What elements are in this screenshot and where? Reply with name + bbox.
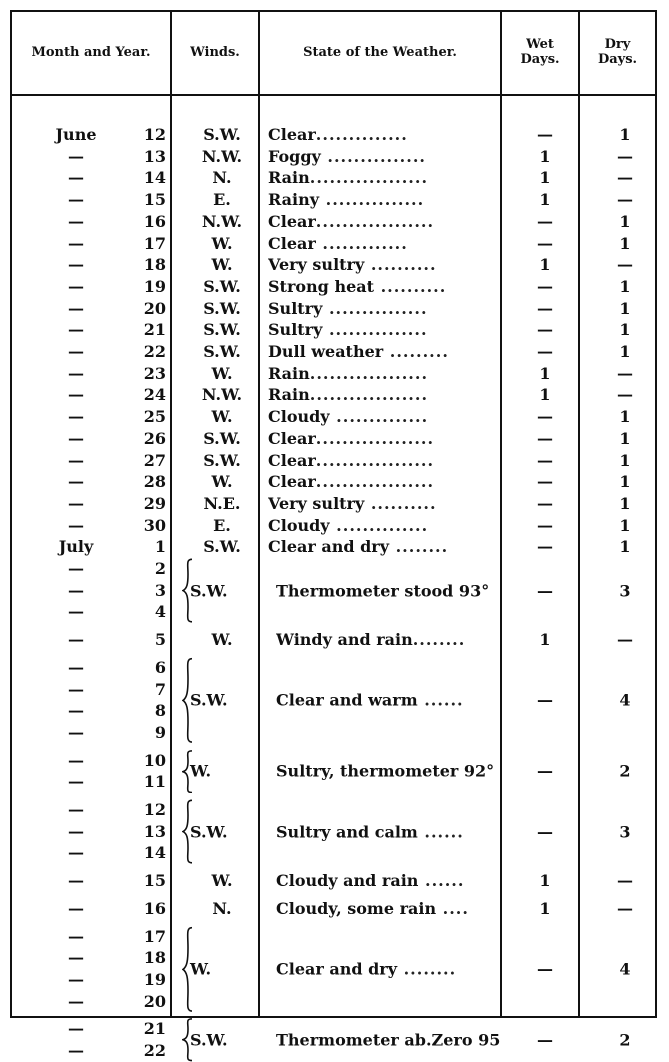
day-cell: 13 — [143, 821, 166, 841]
leader-dots: .... — [436, 898, 469, 918]
leader-dots: ............... — [322, 298, 428, 318]
month-cell: — — [68, 385, 84, 405]
leader-dots: ...... — [417, 690, 464, 710]
day-cell: 26 — [143, 428, 166, 448]
state-text: Thermometer stood 93° — [276, 581, 490, 601]
state-cell — [276, 959, 502, 978]
month-cell: — — [68, 871, 84, 891]
wet-days-cell: 1 — [539, 146, 551, 166]
header-state-label: State of the Weather. — [303, 44, 457, 60]
leader-dots: ...... — [418, 871, 465, 891]
month-cell: — — [68, 515, 84, 535]
dry-days-cell: 1 — [619, 472, 631, 492]
state-cell — [276, 762, 502, 781]
wet-days-cell: — — [537, 493, 553, 513]
leader-dots: ......... — [383, 342, 449, 361]
dry-days-cell: 1 — [619, 493, 631, 513]
state-text: Sultry, thermometer 92° — [276, 761, 495, 781]
leader-dots: .................. — [309, 168, 429, 188]
leader-dots: ............... — [319, 190, 425, 210]
dry-days-cell: — — [617, 146, 633, 166]
wet-days-cell: 1 — [539, 168, 551, 188]
day-cell: 12 — [143, 125, 166, 144]
wet-days-cell: — — [537, 320, 553, 340]
day-cell: 20 — [143, 991, 166, 1011]
table-row — [10, 406, 657, 428]
state-text: Rain — [268, 363, 310, 383]
month-cell: — — [68, 969, 84, 989]
leader-dots: ...... — [417, 822, 464, 842]
day-cell: 8 — [154, 701, 166, 721]
state-cell — [268, 428, 496, 450]
dry-days-cell: — — [617, 363, 633, 383]
state-text: Foggy — [268, 146, 321, 166]
day-cell: 4 — [154, 602, 166, 622]
wet-days-cell: — — [537, 211, 553, 231]
wet-days-cell: — — [537, 125, 553, 144]
wind-cell: W. — [211, 472, 233, 492]
wet-days-cell: 1 — [539, 898, 551, 918]
state-cell — [276, 1030, 502, 1049]
wet-days-cell: — — [537, 407, 553, 427]
month-cell: — — [68, 1041, 84, 1060]
wind-cell: W. — [190, 761, 212, 781]
state-text: Clear and warm — [276, 690, 418, 710]
day-cell: 17 — [143, 926, 166, 946]
month-cell: — — [68, 948, 84, 968]
state-text: Clear — [268, 450, 316, 470]
wind-cell: N.W. — [201, 211, 243, 231]
state-cell — [268, 363, 496, 385]
header-month-year-label: Month and Year. — [31, 44, 151, 60]
wet-days-cell: 1 — [539, 190, 551, 210]
leader-dots: ............... — [322, 320, 428, 340]
wind-cell: N.E. — [203, 493, 241, 513]
state-cell — [276, 581, 502, 600]
wet-days-cell: — — [537, 450, 553, 470]
leader-dots: .......... — [364, 255, 437, 275]
wet-days-cell: — — [537, 428, 553, 448]
dry-days-cell: 2 — [619, 1030, 631, 1050]
wet-days-cell: — — [537, 276, 553, 296]
wet-days-cell: — — [537, 1030, 553, 1050]
dry-days-cell: — — [617, 630, 633, 650]
wind-cell: N. — [212, 168, 232, 188]
day-cell: 12 — [143, 800, 166, 819]
table-row — [10, 211, 657, 233]
day-cell: 27 — [143, 450, 166, 470]
state-text: Sultry — [268, 320, 323, 340]
state-text: Cloudy and rain — [276, 871, 419, 891]
dry-days-cell: 1 — [619, 125, 631, 144]
wind-cell: N.W. — [201, 385, 243, 405]
month-cell: — — [68, 701, 84, 721]
leader-dots: .................. — [315, 472, 435, 492]
table-row — [10, 363, 657, 385]
day-cell: 25 — [143, 407, 166, 427]
month-cell: July — [58, 537, 94, 557]
wet-days-cell: — — [537, 298, 553, 318]
day-cell: 20 — [143, 298, 166, 318]
wet-days-cell: 1 — [539, 385, 551, 405]
wet-days-cell: — — [537, 581, 553, 601]
day-cell: 18 — [143, 255, 166, 275]
wet-days-cell: — — [537, 515, 553, 535]
wind-cell: S.W. — [203, 450, 241, 470]
month-cell: — — [68, 679, 84, 699]
table-row — [10, 428, 657, 450]
state-cell — [276, 822, 502, 841]
dry-days-cell: 1 — [619, 276, 631, 296]
month-cell: — — [68, 821, 84, 841]
month-cell: — — [68, 363, 84, 383]
wind-cell: W. — [211, 255, 233, 275]
day-cell: 14 — [143, 168, 166, 188]
state-text: Dull weather — [268, 342, 384, 361]
month-cell: — — [68, 450, 84, 470]
table-row — [10, 298, 657, 320]
wind-cell: E. — [213, 190, 231, 210]
dry-days-cell: 1 — [619, 233, 631, 253]
state-text: Strong heat — [268, 276, 375, 296]
month-cell: — — [68, 428, 84, 448]
day-cell: 15 — [143, 190, 166, 210]
day-cell: 7 — [154, 679, 166, 699]
month-cell: — — [68, 233, 84, 253]
wind-cell: W. — [211, 407, 233, 427]
state-cell — [268, 450, 496, 472]
table-row — [10, 629, 657, 651]
grouped-days-block — [10, 558, 657, 623]
wind-cell: S.W. — [203, 537, 241, 557]
wind-cell: S.W. — [190, 581, 228, 601]
leader-dots: .................. — [315, 211, 435, 231]
wet-days-cell: — — [537, 690, 553, 710]
state-cell — [268, 406, 496, 428]
leader-dots: .......... — [364, 493, 437, 513]
month-cell: — — [68, 580, 84, 600]
leader-dots: ........ — [389, 537, 449, 557]
table-row — [10, 189, 657, 211]
wind-cell: W. — [211, 363, 233, 383]
month-cell: — — [68, 190, 84, 210]
table-row — [10, 319, 657, 341]
wind-cell: S.W. — [203, 428, 241, 448]
month-cell: — — [68, 168, 84, 188]
day-cell: 30 — [143, 515, 166, 535]
state-cell — [276, 898, 504, 920]
state-cell — [268, 298, 496, 320]
dry-days-cell: — — [617, 871, 633, 891]
month-cell: — — [68, 1019, 84, 1039]
table-row — [10, 276, 657, 298]
wet-days-cell: 1 — [539, 255, 551, 275]
day-cell: 29 — [143, 493, 166, 513]
dry-days-cell: 3 — [619, 581, 631, 601]
month-cell: — — [68, 991, 84, 1011]
day-cell: 10 — [143, 750, 166, 770]
day-cell: 23 — [143, 363, 166, 383]
state-cell — [276, 691, 502, 710]
month-cell: — — [68, 657, 84, 677]
grouped-days-block — [10, 657, 657, 744]
header-dry-label-1: Dry — [604, 37, 631, 52]
day-cell: 22 — [143, 342, 166, 361]
leader-dots: ............... — [320, 146, 426, 166]
header-divider — [10, 94, 657, 96]
day-cell: 24 — [143, 385, 166, 405]
header-wet-label-2: Days. — [520, 52, 560, 67]
state-cell — [268, 384, 496, 406]
dry-days-cell: 1 — [619, 211, 631, 231]
wet-days-cell: 1 — [539, 871, 551, 891]
state-text: Cloudy, some rain — [276, 898, 437, 918]
day-cell: 16 — [143, 211, 166, 231]
state-cell — [268, 211, 496, 233]
leader-dots: .................. — [309, 385, 429, 405]
dry-days-cell: 4 — [619, 690, 631, 710]
table-row — [10, 515, 657, 537]
wind-cell: N.W. — [201, 146, 243, 166]
day-cell: 11 — [143, 772, 166, 792]
dry-days-cell: 3 — [619, 822, 631, 842]
dry-days-cell: 1 — [619, 515, 631, 535]
state-text: Rain — [268, 385, 310, 405]
dry-days-cell: — — [617, 385, 633, 405]
leader-dots: .............. — [329, 407, 429, 427]
month-cell: — — [68, 843, 84, 863]
month-cell: — — [68, 800, 84, 819]
wet-days-cell: — — [537, 822, 553, 842]
state-text: Windy and rain — [276, 630, 413, 650]
month-cell: — — [68, 602, 84, 622]
day-cell: 15 — [143, 871, 166, 891]
state-text: Very sultry — [268, 255, 365, 275]
month-cell: June — [55, 125, 97, 144]
header-dry-label-2: Days. — [597, 52, 638, 67]
day-cell: 3 — [154, 580, 166, 600]
table-row — [10, 471, 657, 493]
month-cell: — — [68, 342, 84, 361]
state-text: Sultry — [268, 298, 323, 318]
wind-cell: W. — [190, 959, 212, 979]
month-cell: — — [68, 146, 84, 166]
wind-cell: S.W. — [203, 342, 241, 361]
dry-days-cell: 1 — [619, 450, 631, 470]
state-text: Clear — [268, 125, 316, 144]
dry-days-cell: — — [617, 190, 633, 210]
dry-days-cell: — — [617, 168, 633, 188]
month-cell: — — [68, 472, 84, 492]
month-cell: — — [68, 407, 84, 427]
state-cell — [276, 870, 504, 892]
header-winds-label: Winds. — [190, 44, 240, 60]
wind-cell: S.W. — [190, 690, 228, 710]
wind-cell: S.W. — [190, 822, 228, 842]
table-row — [10, 341, 657, 363]
table-row — [10, 254, 657, 276]
state-cell — [268, 233, 496, 255]
month-cell: — — [68, 926, 84, 946]
wet-days-cell: — — [537, 761, 553, 781]
dry-days-cell: 1 — [619, 298, 631, 318]
table-row — [10, 167, 657, 189]
wind-cell: S.W. — [203, 298, 241, 318]
state-text: Thermometer ab.Zero 95 — [276, 1030, 501, 1050]
month-cell: — — [68, 255, 84, 275]
state-text: Rain — [268, 168, 310, 188]
header-wet-days — [502, 12, 578, 92]
wet-days-cell: — — [537, 959, 553, 979]
wind-cell: S.W. — [190, 1030, 228, 1050]
day-cell: 21 — [143, 1019, 166, 1039]
wet-days-cell: — — [537, 537, 553, 557]
state-cell — [276, 629, 504, 651]
leader-dots: .................. — [315, 450, 435, 470]
header-winds — [172, 12, 258, 92]
month-cell: — — [68, 559, 84, 578]
header-dry-days — [580, 12, 655, 92]
wind-cell: S.W. — [203, 125, 241, 144]
day-cell: 17 — [143, 233, 166, 253]
month-cell: — — [68, 211, 84, 231]
table-row — [10, 898, 657, 920]
dry-days-cell: — — [617, 255, 633, 275]
grouped-days-block — [10, 926, 657, 1013]
day-cell: 19 — [143, 276, 166, 296]
state-text: Very sultry — [268, 493, 365, 513]
month-cell: — — [68, 276, 84, 296]
state-text: Clear — [268, 211, 316, 231]
day-cell: 22 — [143, 1041, 166, 1060]
state-cell — [268, 146, 496, 168]
dry-days-cell: 1 — [619, 320, 631, 340]
month-cell: — — [68, 630, 84, 650]
state-text: Clear — [268, 472, 316, 492]
state-cell — [268, 276, 496, 298]
day-cell: 14 — [143, 843, 166, 863]
wind-cell: S.W. — [203, 320, 241, 340]
state-cell — [268, 254, 496, 276]
month-cell: — — [68, 772, 84, 792]
header-state — [260, 12, 500, 92]
state-text: Clear — [268, 233, 316, 253]
leader-dots: .............. — [315, 125, 408, 144]
leader-dots: ............. — [315, 233, 408, 253]
wind-cell: S.W. — [203, 276, 241, 296]
state-text: Rainy — [268, 190, 320, 210]
state-text: Clear and dry — [268, 537, 390, 557]
state-text: Cloudy — [268, 515, 330, 535]
header-month-year — [12, 12, 170, 92]
dry-days-cell: 4 — [619, 959, 631, 979]
dry-days-cell: 1 — [619, 537, 631, 557]
leader-dots: .................. — [309, 363, 429, 383]
state-cell — [268, 189, 496, 211]
header-wet-label-1: Wet — [526, 37, 554, 52]
wind-cell: W. — [211, 233, 233, 253]
table-row — [10, 536, 657, 558]
month-cell: — — [68, 722, 84, 742]
state-cell — [268, 341, 496, 363]
day-cell: 13 — [143, 146, 166, 166]
table-row — [10, 384, 657, 406]
state-cell — [268, 471, 496, 493]
month-cell: — — [68, 750, 84, 770]
month-cell: — — [68, 493, 84, 513]
table-row — [10, 124, 657, 146]
day-cell: 21 — [143, 320, 166, 340]
leader-dots: ........ — [412, 630, 466, 650]
day-cell: 2 — [154, 559, 166, 578]
dry-days-cell: 1 — [619, 407, 631, 427]
state-cell — [268, 536, 496, 558]
grouped-days-block — [10, 799, 657, 864]
leader-dots: .............. — [329, 515, 429, 535]
grouped-days-block — [10, 1018, 657, 1061]
wind-cell: W. — [211, 630, 233, 650]
state-text: Sultry and calm — [276, 822, 418, 842]
grouped-days-block — [10, 750, 657, 793]
day-cell: 5 — [154, 630, 166, 650]
leader-dots: .................. — [315, 428, 435, 448]
leader-dots: .......... — [374, 276, 447, 296]
dry-days-cell: 1 — [619, 428, 631, 448]
state-text: Clear — [268, 428, 316, 448]
state-text: Cloudy — [268, 407, 330, 427]
wet-days-cell: — — [537, 233, 553, 253]
wind-cell: E. — [213, 515, 231, 535]
wet-days-cell: 1 — [539, 363, 551, 383]
wind-cell: W. — [211, 871, 233, 891]
month-cell: — — [68, 898, 84, 918]
dry-days-cell: 1 — [619, 342, 631, 361]
day-cell: 6 — [154, 657, 166, 677]
dry-days-cell: — — [617, 898, 633, 918]
table-row — [10, 450, 657, 472]
day-cell: 28 — [143, 472, 166, 492]
wind-cell: N. — [212, 898, 232, 918]
state-cell — [268, 493, 496, 515]
state-cell — [268, 319, 496, 341]
wet-days-cell: — — [537, 342, 553, 361]
table-row — [10, 493, 657, 515]
day-cell: 9 — [154, 722, 166, 742]
leader-dots: ........ — [397, 959, 457, 979]
day-cell: 18 — [143, 948, 166, 968]
wet-days-cell: 1 — [539, 630, 551, 650]
wet-days-cell: — — [537, 472, 553, 492]
month-cell: — — [68, 298, 84, 318]
table-row — [10, 870, 657, 892]
table-row — [10, 233, 657, 255]
day-cell: 16 — [143, 898, 166, 918]
day-cell: 19 — [143, 969, 166, 989]
state-cell — [268, 124, 496, 146]
state-text: Clear and dry — [276, 959, 398, 979]
state-cell — [268, 167, 496, 189]
dry-days-cell: 2 — [619, 761, 631, 781]
state-cell — [268, 515, 496, 537]
table-row — [10, 146, 657, 168]
day-cell: 1 — [154, 537, 166, 557]
month-cell: — — [68, 320, 84, 340]
